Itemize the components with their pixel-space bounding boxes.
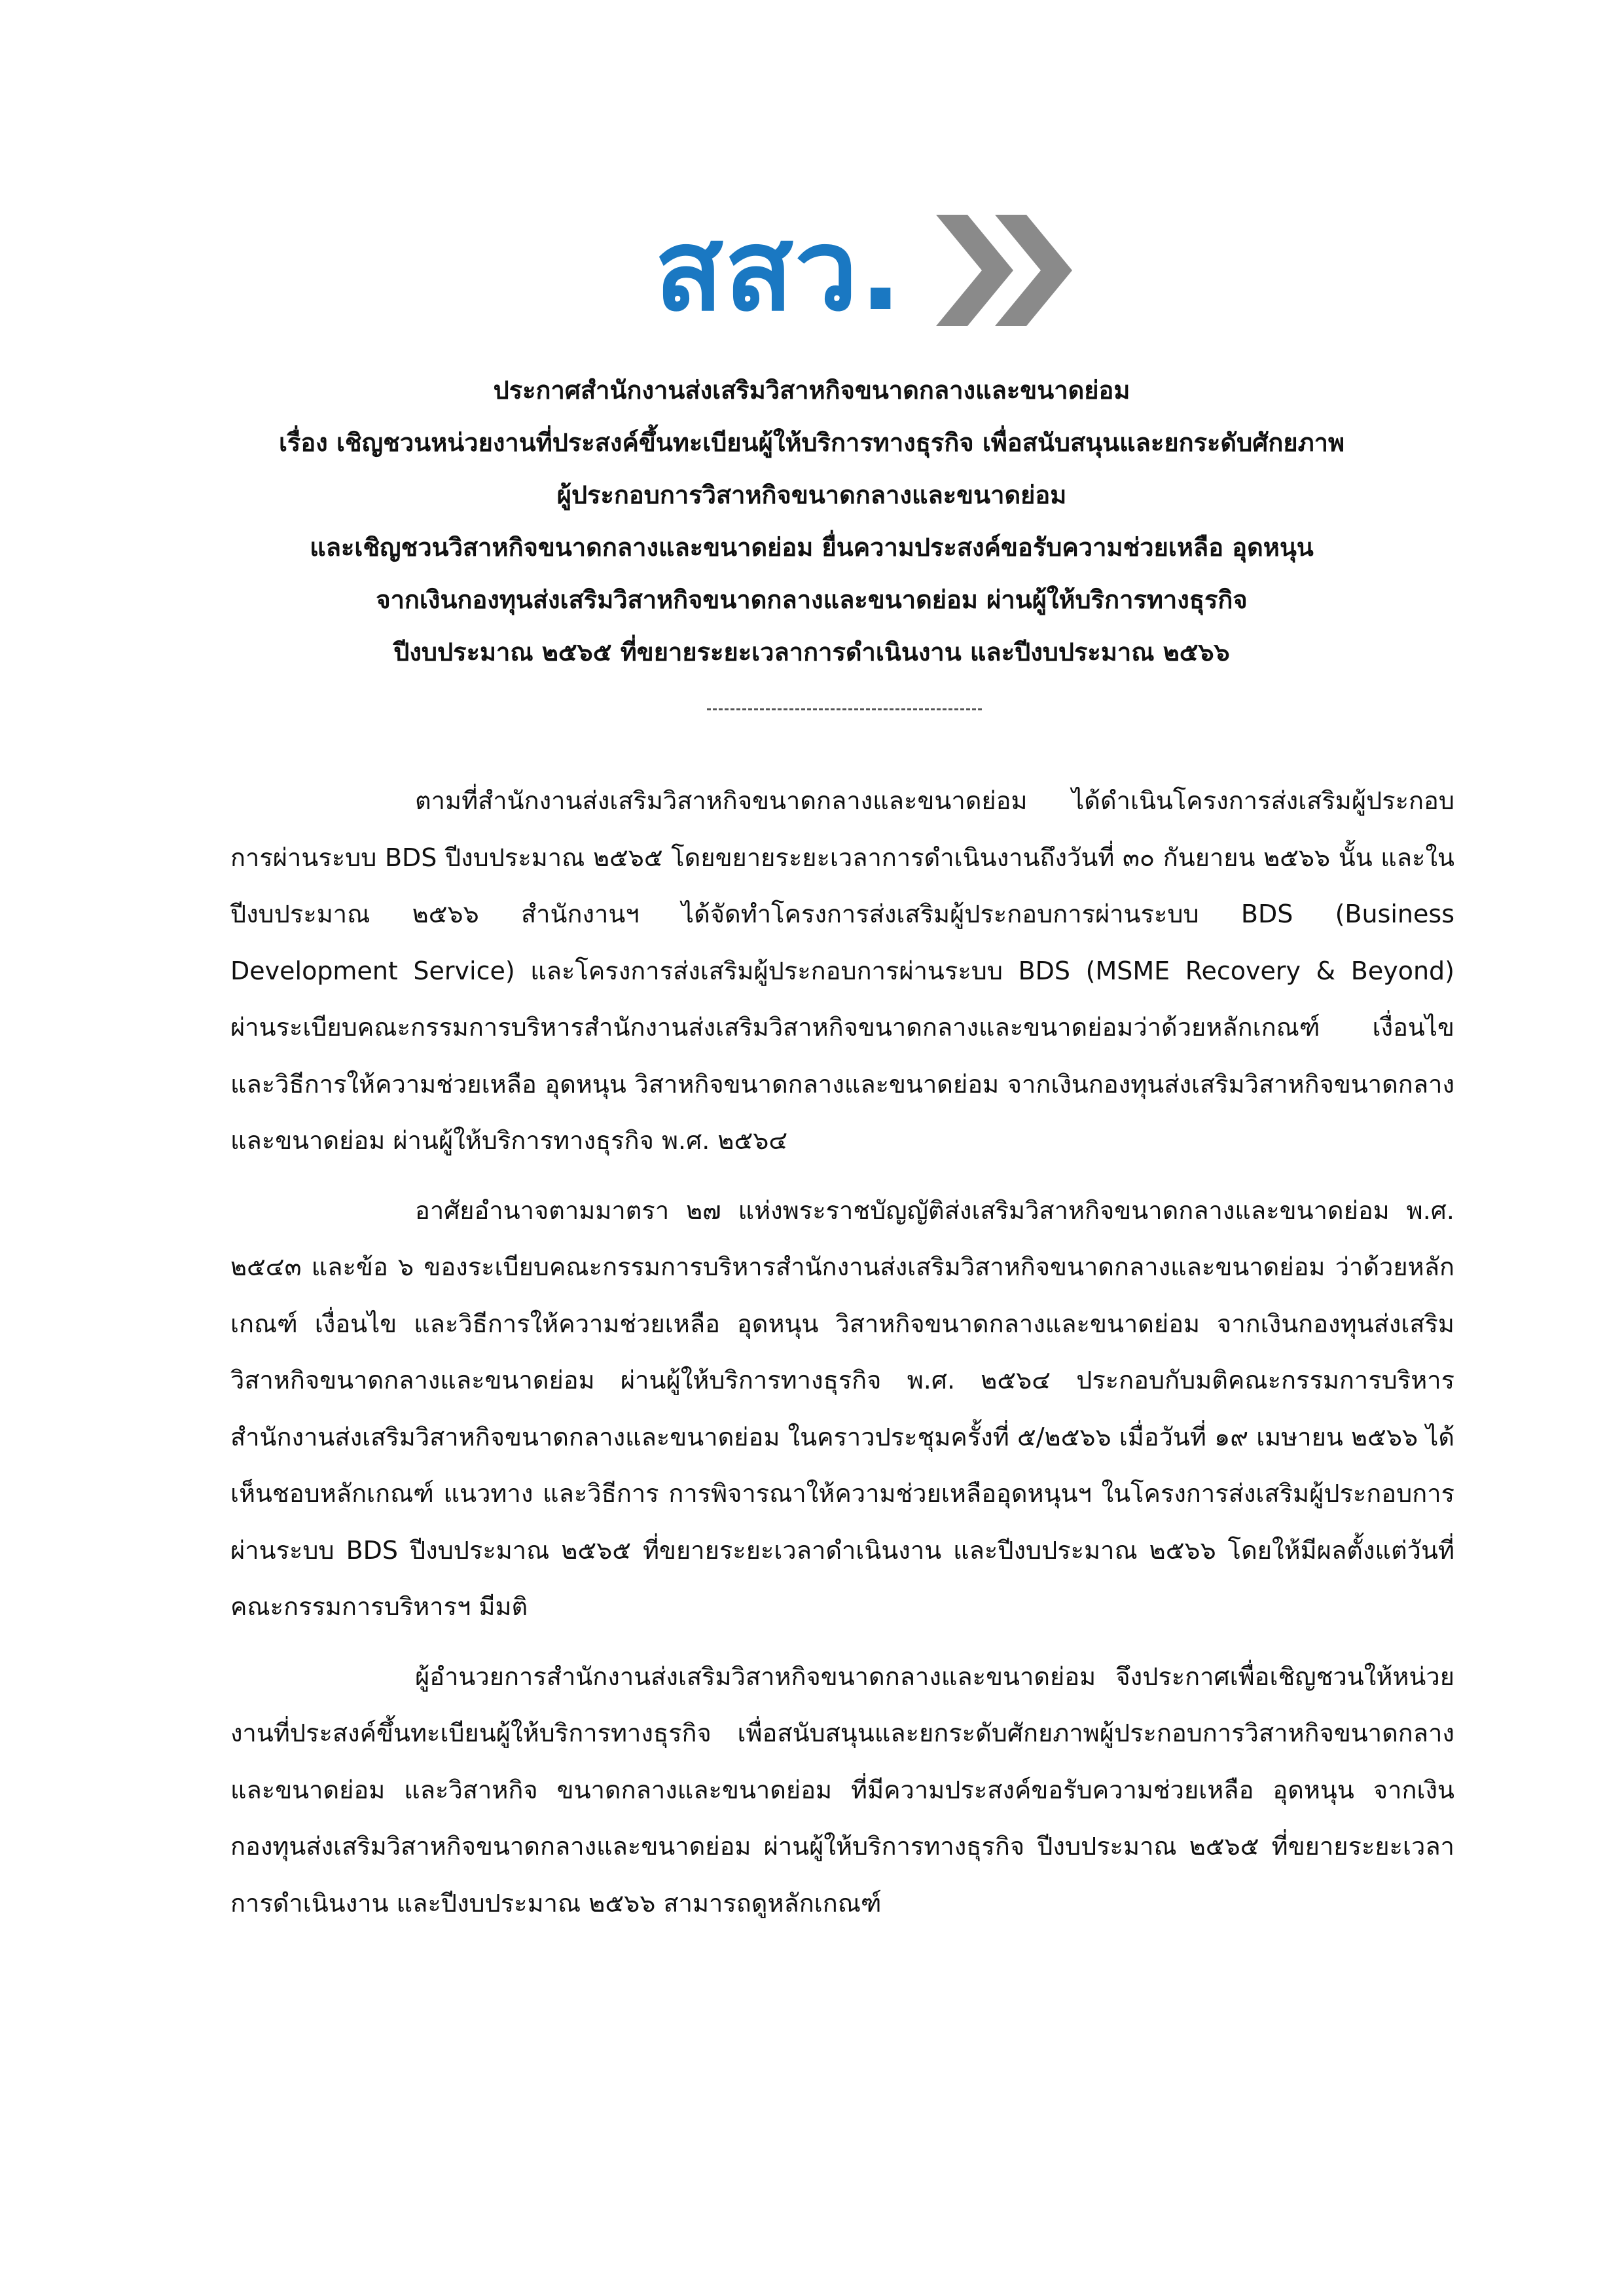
- header-line-2: เรื่อง เชิญชวนหน่วยงานที่ประสงค์ขึ้นทะเบียนผู้ให้บริการทางธุรกิจ เพื่อสนับสนุนและยกระดับศักยภาพ: [278, 428, 1345, 457]
- paragraph-2: อาศัยอำนาจตามมาตรา ๒๗ แห่งพระราชบัญญัติส่งเสริมวิสาหกิจขนาดกลางและขนาดย่อม พ.ศ. ๒๕๔๓ และข้อ ๖ ของระเบียบคณะกรรมการบริหารสำนักงานส่งเสริมวิสาหกิจขนาดกลางและขนาดย่อม ว่าด้วยหลักเกณฑ์ เงื่อนไข และวิธีการให้ความช่วยเหลือ อุดหนุน วิสาหกิจขนาดกลางและขนาดย่อม จากเงินกองทุนส่งเสริมวิสาหกิจขนาดกลางและขนาดย่อม ผ่านผู้ให้บริการทางธุรกิจ พ.ศ. ๒๕๖๔ ประกอบกับมติคณะกรรมการบริหารสำนักงานส่งเสริมวิสาหกิจขนาดกลางและขนาดย่อม ในคราวประชุมครั้งที่ ๕/๒๕๖๖ เมื่อวันที่ ๑๙ เมษายน ๒๕๖๖ ได้เห็นชอบหลักเกณฑ์ แนวทาง และวิธีการ การพิจารณาให้ความช่วยเหลืออุดหนุนฯ ในโครงการส่งเสริมผู้ประกอบการผ่านระบบ BDS ปีงบประมาณ ๒๕๖๕ ที่ขยายระยะเวลาดำเนินงาน และปีงบประมาณ ๒๕๖๖ โดยให้มีผลตั้งแต่วันที่คณะกรรมการบริหารฯ มีมติ: [230, 1195, 1454, 1621]
- sme-promotion-logo: [655, 195, 1087, 346]
- announcement-body: [230, 773, 1454, 1944]
- header-line-4: และเชิญชวนวิสาหกิจขนาดกลางและขนาดย่อม ยื่นความประสงค์ขอรับความช่วยเหลือ อุดหนุน: [310, 533, 1314, 562]
- paragraph-3: ผู้อำนวยการสำนักงานส่งเสริมวิสาหกิจขนาดกลางและขนาดย่อม จึงประกาศเพื่อเชิญชวนให้หน่วยงานที่ประสงค์ขึ้นทะเบียนผู้ให้บริการทางธุรกิจ เพื่อสนับสนุนและยกระดับศักยภาพผู้ประกอบการวิสาหกิจขนาดกลางและขนาดย่อม และวิสาหกิจ ขนาดกลางและขนาดย่อม ที่มีความประสงค์ขอรับความช่วยเหลือ อุดหนุน จากเงินกองทุนส่งเสริมวิสาหกิจขนาดกลางและขนาดย่อม ผ่านผู้ให้บริการทางธุรกิจ ปีงบประมาณ ๒๕๖๕ ที่ขยายระยะเวลาการดำเนินงาน และปีงบประมาณ ๒๕๖๖ สามารถดูหลักเกณฑ์: [230, 1662, 1454, 1918]
- header-line-6: ปีงบประมาณ ๒๕๖๕ ที่ขยายระยะเวลาการดำเนินงาน และปีงบประมาณ ๒๕๖๖: [393, 638, 1230, 666]
- header-line-5: จากเงินกองทุนส่งเสริมวิสาหกิจขนาดกลางและขนาดย่อม ผ่านผู้ให้บริการทางธุรกิจ: [376, 585, 1248, 614]
- header-divider: [707, 708, 982, 710]
- header-line-3: ผู้ประกอบการวิสาหกิจขนาดกลางและขนาดย่อม: [556, 481, 1067, 509]
- double-chevron-icon: [929, 195, 1087, 346]
- announcement-header: [157, 364, 1466, 678]
- logo-wordmark: สสว.: [655, 204, 903, 336]
- header-line-1: ประกาศสำนักงานส่งเสริมวิสาหกิจขนาดกลางและขนาดย่อม: [493, 376, 1130, 405]
- paragraph-1: ตามที่สำนักงานส่งเสริมวิสาหกิจขนาดกลางและขนาดย่อม ได้ดำเนินโครงการส่งเสริมผู้ประกอบการผ่านระบบ BDS ปีงบประมาณ ๒๕๖๕ โดยขยายระยะเวลาการดำเนินงานถึงวันที่ ๓๐ กันยายน ๒๕๖๖ นั้น และในปีงบประมาณ ๒๕๖๖ สำนักงานฯ ได้จัดทำโครงการส่งเสริมผู้ประกอบการผ่านระบบ BDS (Business Development Service) และโครงการส่งเสริมผู้ประกอบการผ่านระบบ BDS (MSME Recovery & Beyond) ผ่านระเบียบคณะกรรมการบริหารสำนักงานส่งเสริมวิสาหกิจขนาดกลางและขนาดย่อมว่าด้วยหลักเกณฑ์ เงื่อนไข และวิธีการให้ความช่วยเหลือ อุดหนุน วิสาหกิจขนาดกลางและขนาดย่อม จากเงินกองทุนส่งเสริมวิสาหกิจขนาดกลางและขนาดย่อม ผ่านผู้ให้บริการทางธุรกิจ พ.ศ. ๒๕๖๔: [230, 786, 1454, 1155]
